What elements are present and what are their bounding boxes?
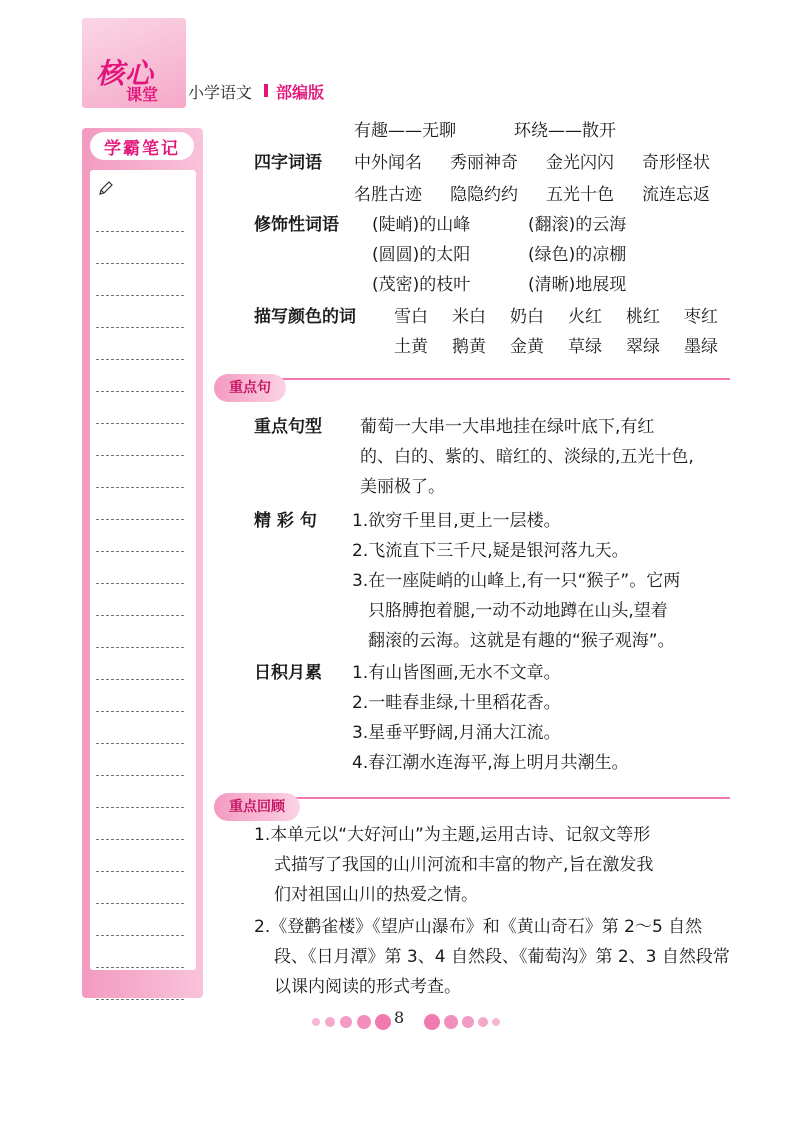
accumulate-line: 4.春江潮水连海平,海上明月共潮生。	[352, 753, 629, 773]
antonym-pair: 有趣——无聊	[354, 121, 456, 141]
four-char-word: 五光十色	[546, 185, 614, 205]
note-line	[96, 904, 184, 936]
color-words-label: 描写颜色的词	[254, 307, 356, 327]
color-word: 奶白	[510, 307, 544, 327]
review-line: 以课内阅读的形式考查。	[274, 977, 461, 997]
four-char-word: 隐隐约约	[450, 185, 518, 205]
color-word: 米白	[452, 307, 486, 327]
sentence-pattern-line: 美丽极了。	[360, 477, 445, 497]
note-line	[96, 840, 184, 872]
note-line	[96, 872, 184, 904]
sidebar-title: 学霸笔记	[104, 139, 180, 159]
page-dot	[375, 1014, 391, 1030]
accumulate-label: 日积月累	[254, 663, 322, 683]
color-word: 翠绿	[626, 337, 660, 357]
note-line	[96, 488, 184, 520]
color-word: 草绿	[568, 337, 602, 357]
pencil-icon	[98, 180, 114, 196]
wonderful-sentence: 只胳膊抱着腿,一动不动地蹲在山头,望着	[368, 601, 668, 621]
review-line: 式描写了我国的山川河流和丰富的物产,旨在激发我	[274, 855, 654, 875]
key-sentence-tag: 重点句	[214, 374, 286, 402]
review-line: 段、《日月潭》第 3、4 自然段、《葡萄沟》第 2、3 自然段常	[274, 947, 730, 967]
note-line	[96, 968, 184, 1000]
review-tag: 重点回顾	[214, 793, 300, 821]
color-word: 桃红	[626, 307, 660, 327]
four-char-word: 金光闪闪	[546, 153, 614, 173]
modifier-phrase: (绿色)的凉棚	[528, 245, 627, 265]
page-dot	[462, 1016, 474, 1028]
section-rule	[232, 378, 730, 380]
header-separator	[264, 84, 268, 97]
note-line	[96, 296, 184, 328]
four-char-label: 四字词语	[254, 153, 322, 173]
color-word: 金黄	[510, 337, 544, 357]
page-dot	[492, 1018, 500, 1026]
four-char-word: 流连忘返	[642, 185, 710, 205]
review-line: 1.本单元以“大好河山”为主题,运用古诗、记叙文等形	[254, 825, 651, 845]
sentence-pattern-label: 重点句型	[254, 417, 322, 437]
logo-main-text: 核心	[96, 57, 155, 90]
accumulate-line: 1.有山皆图画,无水不文章。	[352, 663, 561, 683]
wonderful-sentence: 2.飞流直下三千尺,疑是银河落九天。	[352, 541, 629, 561]
review-line: 2.《登鹳雀楼》《望庐山瀑布》和《黄山奇石》第 2～5 自然	[254, 917, 703, 937]
modifier-phrase: (茂密)的枝叶	[372, 275, 471, 295]
color-word: 土黄	[394, 337, 428, 357]
four-char-word: 名胜古迹	[354, 185, 422, 205]
sentence-pattern-line: 的、白的、紫的、暗红的、淡绿的,五光十色,	[360, 447, 694, 467]
modifier-phrase: (圆圆)的太阳	[372, 245, 471, 265]
page-dot	[444, 1015, 458, 1029]
logo-sub-text: 课堂	[126, 85, 159, 104]
color-word: 鹅黄	[452, 337, 486, 357]
wonderful-sentence: 翻滚的云海。这就是有趣的“猴子观海”。	[368, 631, 675, 651]
modifier-phrase: (陡峭)的山峰	[372, 215, 471, 235]
note-lines	[96, 200, 184, 1000]
note-line	[96, 424, 184, 456]
wonderful-sentence: 3.在一座陡峭的山峰上,有一只“猴子”。它两	[352, 571, 681, 591]
series-title: 小学语文	[188, 83, 253, 102]
page-dot	[312, 1018, 320, 1026]
page-dot	[478, 1017, 488, 1027]
note-line	[96, 936, 184, 968]
four-char-word: 奇形怪状	[642, 153, 710, 173]
modifier-phrase: (清晰)地展现	[528, 275, 627, 295]
note-line	[96, 520, 184, 552]
note-line	[96, 360, 184, 392]
page-dot	[424, 1014, 440, 1030]
sentence-pattern-line: 葡萄一大串一大串地挂在绿叶底下,有红	[360, 417, 655, 437]
color-word: 枣红	[684, 307, 718, 327]
note-line	[96, 648, 184, 680]
note-line	[96, 808, 184, 840]
note-line	[96, 680, 184, 712]
color-word: 墨绿	[684, 337, 718, 357]
color-word: 火红	[568, 307, 602, 327]
wonderful-sentence: 1.欲穷千里目,更上一层楼。	[352, 511, 561, 531]
note-line	[96, 776, 184, 808]
note-line	[96, 584, 184, 616]
modifier-phrase: (翻滚)的云海	[528, 215, 627, 235]
note-line	[96, 744, 184, 776]
page-dot	[340, 1016, 352, 1028]
note-line	[96, 616, 184, 648]
antonym-pair: 环绕——散开	[514, 121, 616, 141]
four-char-word: 中外闻名	[354, 153, 422, 173]
note-line	[96, 200, 184, 232]
page-dot	[357, 1015, 371, 1029]
note-line	[96, 232, 184, 264]
note-line	[96, 264, 184, 296]
accumulate-line: 2.一畦春韭绿,十里稻花香。	[352, 693, 561, 713]
modifier-label: 修饰性词语	[254, 215, 339, 235]
review-line: 们对祖国山川的热爱之情。	[274, 885, 478, 905]
note-line	[96, 456, 184, 488]
four-char-word: 秀丽神奇	[450, 153, 518, 173]
note-line	[96, 392, 184, 424]
accumulate-line: 3.星垂平野阔,月涌大江流。	[352, 723, 561, 743]
color-word: 雪白	[394, 307, 428, 327]
page-dot	[325, 1017, 335, 1027]
note-line	[96, 712, 184, 744]
edition-title: 部编版	[276, 83, 325, 102]
note-line	[96, 552, 184, 584]
page-number: 8	[394, 1008, 405, 1027]
wonderful-sentence-label: 精 彩 句	[254, 511, 317, 531]
section-rule	[232, 797, 730, 799]
note-line	[96, 328, 184, 360]
